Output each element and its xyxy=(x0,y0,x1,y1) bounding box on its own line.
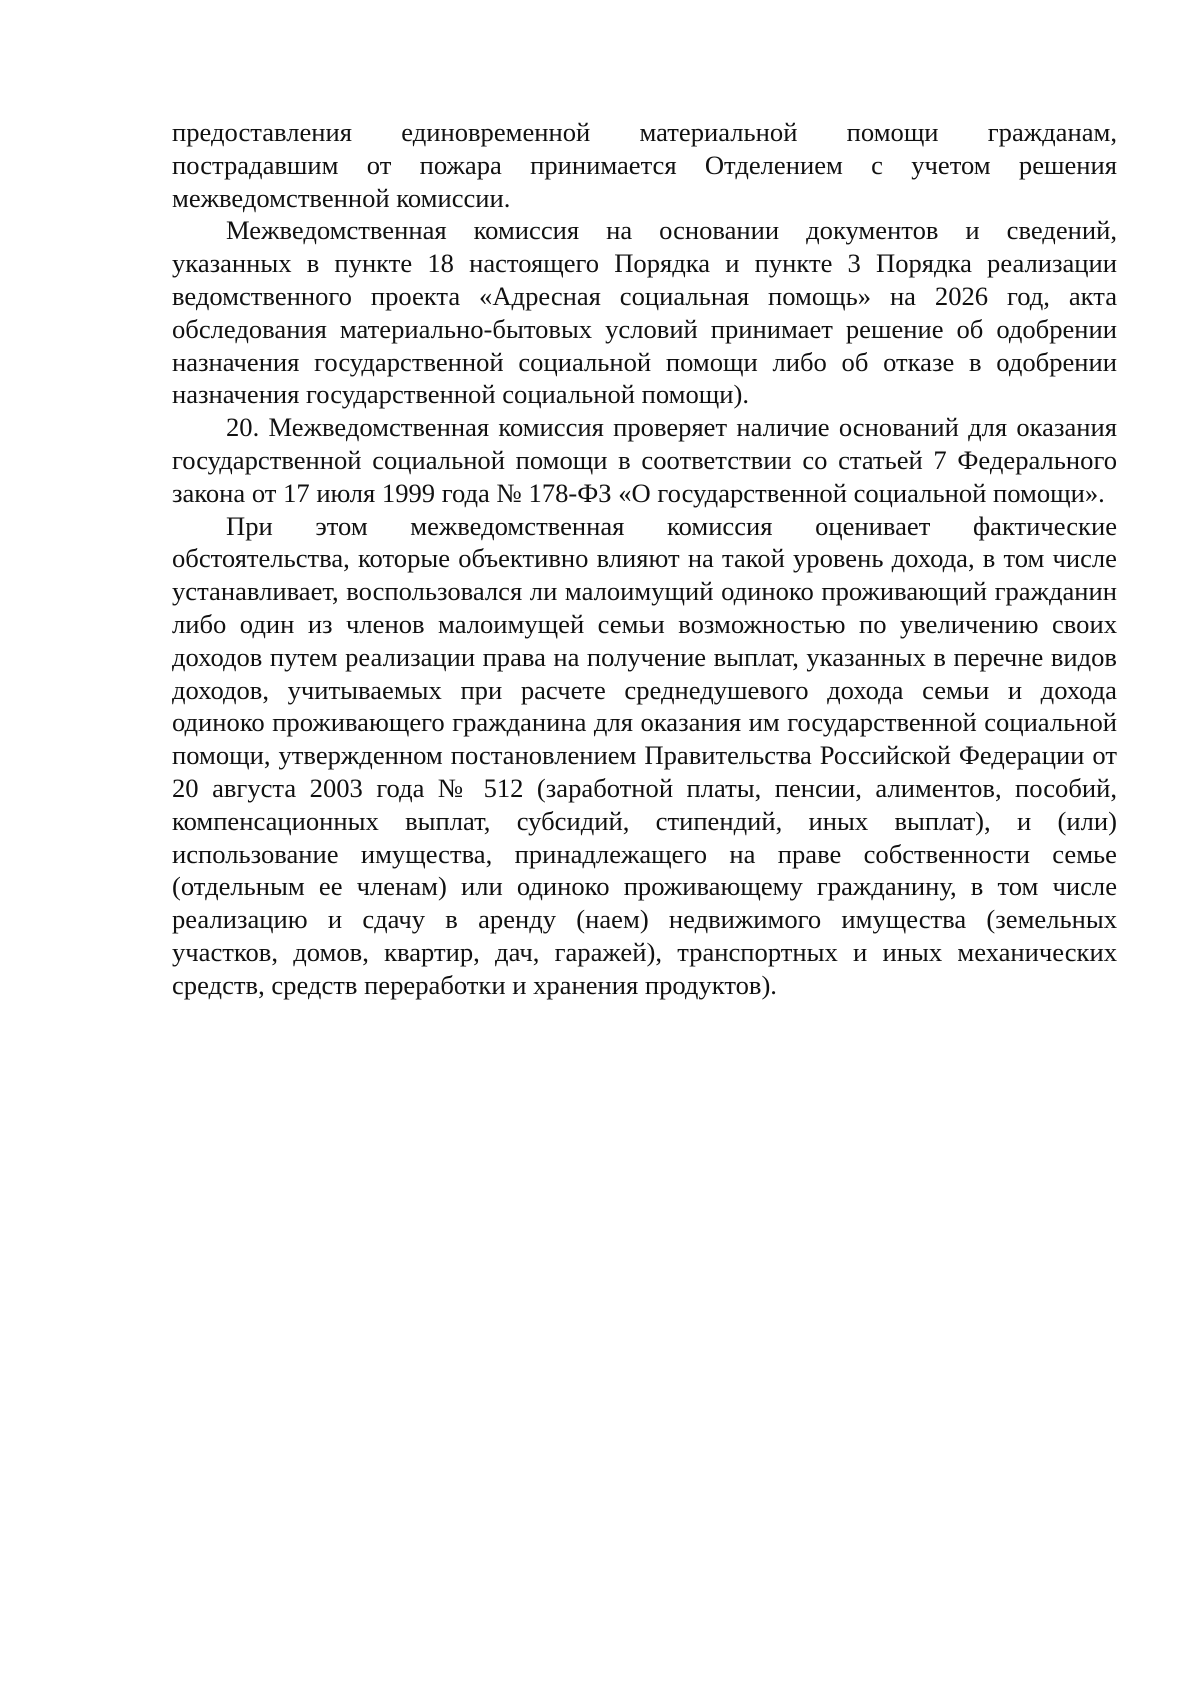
paragraph-clause-20: 20. Межведомственная комиссия проверяет наличие оснований для оказания государственной социальной помощи в соответствии со статьей 7 Федерального закона от 17 июля 1999 года № 178-ФЗ «О государственной социальной помощи». xyxy=(172,412,1117,508)
paragraph-continuation: предоставления единовременной материальной помощи гражданам, пострадавшим от пожара принимается Отделением с учетом решения межведомственной комиссии. xyxy=(172,117,1117,213)
paragraph-assessment: При этом межведомственная комиссия оценивает фактические обстоятельства, которые объективно влияют на такой уровень дохода, в том числе устанавливает, воспользовался ли малоимущий одиноко проживающий гражданин либо один из членов малоимущей семьи возможностью по увеличению своих доходов путем реализации права на получение выплат, указанных в перечне видов доходов, учитываемых при расчете среднедушевого дохода семьи и дохода одиноко проживающего гражданина для оказания им государственной социальной помощи, утвержденном постановлением Правительства Российской Федерации от 20 августа 2003 года № 512 (заработной платы, пенсии, алиментов, пособий, компенсационных выплат, субсидий, стипендий, иных выплат), и (или) использование имущества, принадлежащего на праве собственности семье (отдельным ее членам) или одиноко проживающему гражданину, в том числе реализацию и сдачу в аренду (наем) недвижимого имущества (земельных участков, домов, квартир, дач, гаражей), транспортных и иных механических средств, средств переработки и хранения продуктов). xyxy=(172,510,1117,1000)
paragraph-commission-decision: Межведомственная комиссия на основании документов и сведений, указанных в пункте 18 настоящего Порядка и пункте 3 Порядка реализации ведомственного проекта «Адресная социальная помощь» на 2026 год, акта обследования материально-бытовых условий принимает решение об одобрении назначения государственной социальной помощи либо об отказе в одобрении назначения государственной социальной помощи). xyxy=(172,215,1117,410)
document-body xyxy=(172,116,1117,1002)
